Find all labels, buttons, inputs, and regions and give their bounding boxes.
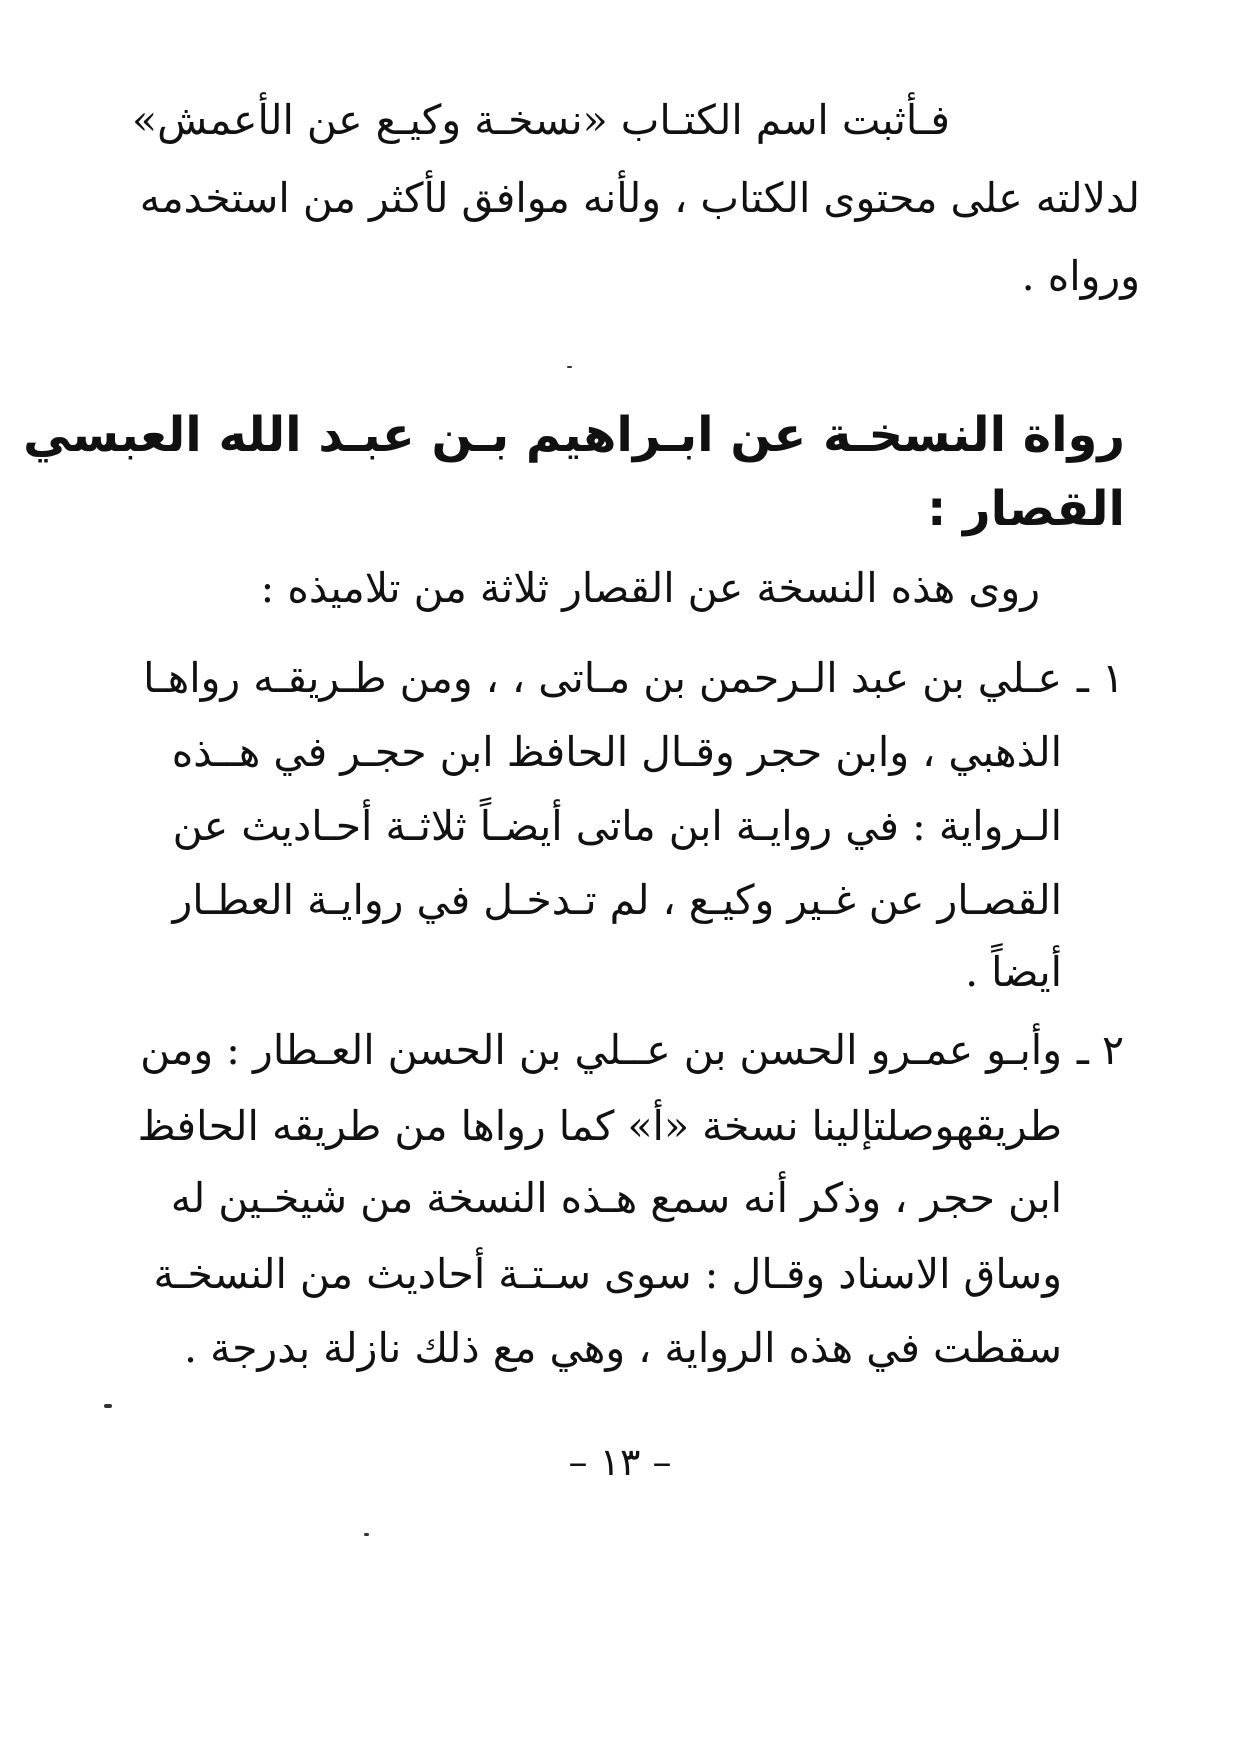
item-1-line-4: القصـار عن غـير وكيـع ، لم تـدخـل في روايـة العطـار <box>172 876 1062 924</box>
item-1-line-2: الذهبي ، وابن حجر وقـال الحافظ ابن حجـر في هــذه <box>171 728 1062 776</box>
item-1-number: ١ ـ <box>1076 654 1124 702</box>
intro-line-3: ورواه . <box>1021 252 1140 300</box>
scan-speck <box>567 366 572 368</box>
lead-sentence: روى هذه النسخة عن القصار ثلاثة من تلاميذه : <box>260 564 1040 612</box>
scan-speck <box>104 1404 112 1408</box>
item-2-line-5: سقطت في هذه الرواية ، وهي مع ذلك نازلة بدرجة . <box>184 1324 1062 1372</box>
section-heading-line-1: رواة النسخـة عن ابـراهيم بـن عبـد الله العبسي <box>23 407 1125 463</box>
item-1-line-5: أيضاً . <box>965 948 1062 996</box>
item-2-line-2: طريقهوصلتإلينا نسخة «أ» كما رواها من طريقه الحافظ <box>137 1102 1062 1150</box>
intro-line-1: فـأثبت اسم الكتـاب «نسخـة وكيـع عن الأعمش» <box>132 96 950 144</box>
scan-speck <box>364 1533 369 1536</box>
intro-line-2: لدلالته على محتوى الكتاب ، ولأنه موافق لأكثر من استخدمه <box>139 174 1140 222</box>
item-2-line-4: وساق الاسناد وقـال : سوى سـتـة أحاديث من النسخـة <box>153 1250 1062 1298</box>
item-1-line-1: عـلي بن عبد الـرحمن بن مـاتى ، ، ومن طـريقـه رواهـا <box>143 654 1062 702</box>
item-1-line-3: الـرواية : في روايـة ابن ماتى أيضـاً ثلاثـة أحـاديث عن <box>172 802 1062 850</box>
section-heading-line-2: القصار : <box>927 481 1125 537</box>
item-2-line-1: وأبـو عمـرو الحسن بن عــلي بن الحسن العـطار : ومن <box>140 1026 1062 1074</box>
item-2-number: ٢ ـ <box>1076 1026 1124 1074</box>
page-number: – ١٣ – <box>568 1440 672 1484</box>
item-2-line-3: ابن حجر ، وذكر أنه سمع هـذه النسخة من شيخـين له <box>170 1174 1062 1222</box>
